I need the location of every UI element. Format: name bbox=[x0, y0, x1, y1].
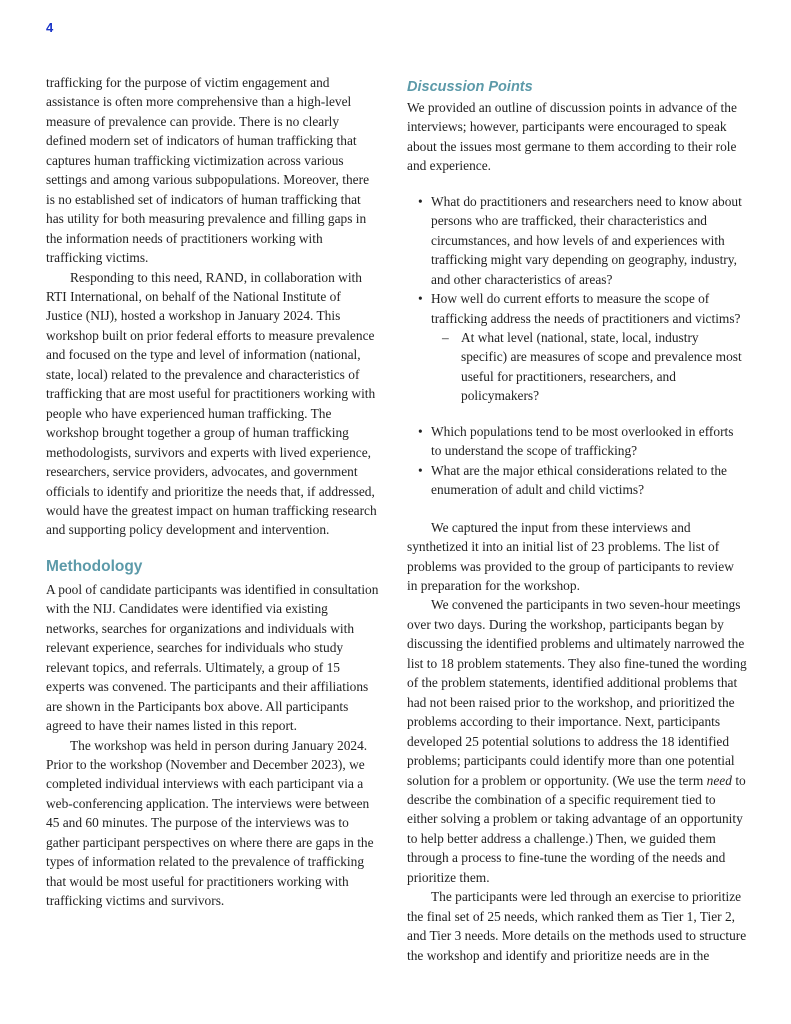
paragraph-text: We convened the participants in two seven-hour meetings over two days. During the workshop, participants began by discussing the identified problems and ultimately narrowed the list to 18 problem statements. They also fine-tuned the wording of the problem statements, identified additional problems that had not been raised prior to the workshop, and prioritized the problems according to their importance. Next, participants developed 25 potential solutions to address the 18 identified problems; participants could identify more than one potential solution for a problem or opportunity. (We use the term bbox=[407, 597, 747, 788]
list-item bbox=[407, 289, 747, 406]
left-column bbox=[46, 73, 380, 911]
sub-list bbox=[431, 328, 747, 406]
bullet-marker: • bbox=[418, 423, 423, 439]
sub-list-item bbox=[407, 328, 747, 406]
right-column bbox=[407, 73, 747, 965]
methodology-heading: Methodology bbox=[46, 557, 143, 575]
body-paragraph bbox=[407, 595, 747, 887]
dash-marker: – bbox=[442, 329, 449, 345]
discussion-list bbox=[407, 192, 747, 406]
list-item-text: How well do current efforts to measure the scope of trafficking address the needs of practitioners and victims? bbox=[431, 291, 741, 326]
body-paragraph: We provided an outline of discussion points in advance of the interviews; however, participants were encouraged to speak about the issues most germane to them according to their role and experience. bbox=[407, 100, 737, 174]
bullet-marker: • bbox=[418, 291, 423, 307]
page-number: 4 bbox=[46, 20, 54, 35]
emphasized-term: need bbox=[706, 772, 732, 788]
body-paragraph: Responding to this need, RAND, in collaboration with RTI International, on behalf of the National Institute of Justice (NIJ), hosted a workshop in January 2024. This workshop built on prior federal efforts to measure prevalence and focused on the type and level of information (national, state, local) related to the prevalence and characteristics of trafficking that are most useful for practitioners working with people who have experienced human trafficking. The workshop brought together a group of human trafficking methodologists, survivors and experts with lived experience, researchers, service providers, advocates, and government officials to identify and prioritize the needs that, if addressed, would have the greatest impact on human trafficking research and supporting policy development and intervention. bbox=[46, 269, 377, 538]
sub-list-item-text: At what level (national, state, local, industry specific) are measures of scope and prevalence most useful for practitioners, researchers, and policymakers? bbox=[461, 329, 742, 404]
list-item-text: What do practitioners and researchers need to know about persons who are trafficked, their characteristics and circumstances, and how levels of and experiences with trafficking might vary depending on geography, industry, and other characteristics of areas? bbox=[431, 193, 742, 287]
bullet-marker: • bbox=[418, 462, 423, 478]
list-item-text: Which populations tend to be most overlooked in efforts to understand the scope of trafficking? bbox=[431, 423, 734, 459]
body-paragraph: We captured the input from these interviews and synthetized it into an initial list of 23 problems. The list of problems was provided to the group of participants to review in preparation for the workshop. bbox=[407, 519, 734, 593]
list-item bbox=[407, 461, 747, 500]
body-paragraph: trafficking for the purpose of victim engagement and assistance is often more comprehensive than a high-level measure of prevalence can provide. There is no clearly defined modern set of indicators of human trafficking that captures human trafficking victimization across various settings and among various subpopulations. Moreover, there is no established set of indicators of human trafficking that has utility for both measuring prevalence and filling gaps in the information needs of practitioners working with trafficking victims. bbox=[46, 75, 370, 266]
paragraph-text: to describe the combination of a specific requirement tied to either solving a problem or taking advantage of an opportunity to help better address a challenge.) Then, we guided them through a process to fine-tune the wording of the needs and prioritize them. bbox=[407, 772, 746, 885]
list-item bbox=[407, 192, 747, 289]
body-paragraph: The participants were led through an exercise to prioritize the final set of 25 needs, which ranked them as Tier 1, Tier 2, and Tier 3 needs. More details on the methods used to structure the workshop and identify and prioritize needs are in the bbox=[407, 889, 747, 963]
list-item bbox=[407, 422, 747, 461]
body-paragraph: A pool of candidate participants was identified in consultation with the NIJ. Candidates were identified via existing networks, searches for organizations and individuals with relevant experience, searches for individuals who study relevant topics, and referrals. Ultimately, a group of 15 experts was convened. The participants and their affiliations are shown in the Participants box above. All participants agreed to have their names listed in this report. bbox=[46, 581, 379, 734]
body-paragraph: The workshop was held in person during January 2024. Prior to the workshop (November and December 2023), we completed individual interviews with each participant via a web-conferencing application. The interviews were between 45 and 60 minutes. The purpose of the interviews was to gather participant perspectives on where there are gaps in the types of information related to the prevalence of trafficking that would be most useful for practitioners working with trafficking victims and survivors. bbox=[46, 737, 374, 909]
bullet-marker: • bbox=[418, 193, 423, 209]
list-item-text: What are the major ethical considerations related to the enumeration of adult and child victims? bbox=[431, 462, 727, 498]
discussion-list-continued bbox=[407, 422, 747, 500]
discussion-points-heading: Discussion Points bbox=[407, 79, 533, 95]
list-spacer bbox=[407, 406, 747, 422]
